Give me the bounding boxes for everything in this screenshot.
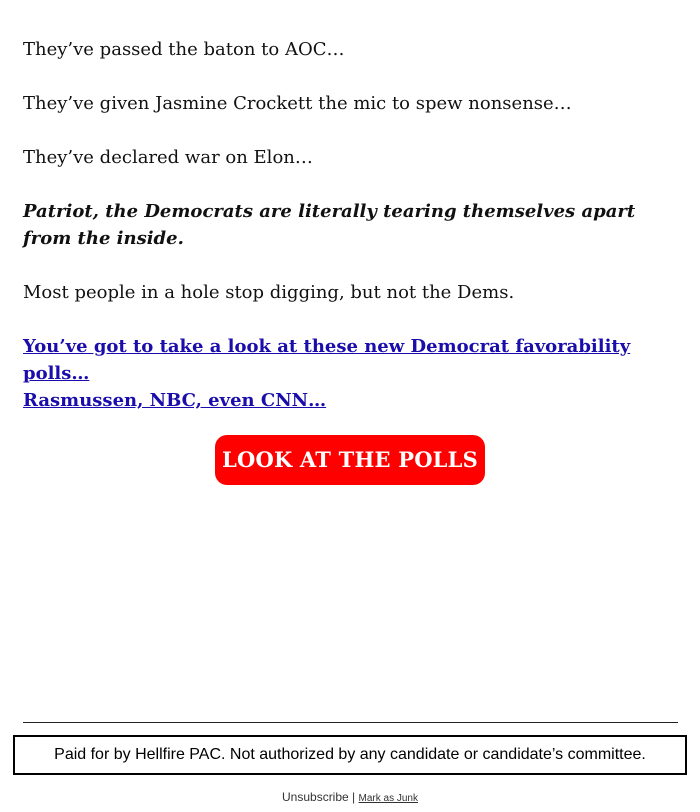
polls-link-line-1[interactable]: You’ve got to take a look at these new Democrat favorability polls…	[23, 336, 631, 384]
unsubscribe-link[interactable]: Unsubscribe	[282, 790, 349, 804]
footer-divider	[23, 722, 678, 723]
mark-as-junk-link[interactable]: Mark as Junk	[358, 793, 418, 804]
paragraph-elon: They’ve declared war on Elon…	[23, 147, 313, 168]
paragraph-aoc: They’ve passed the baton to AOC…	[23, 39, 345, 60]
email-body	[23, 36, 663, 414]
closing-paragraph: Most people in a hole stop digging, but not the Dems.	[23, 282, 515, 303]
cta-container	[0, 435, 700, 485]
polls-link-line-2[interactable]: Rasmussen, NBC, even CNN…	[23, 390, 327, 411]
emphasis-paragraph: Patriot, the Democrats are literally tearing themselves apart from the inside.	[23, 201, 636, 249]
email-footer	[0, 790, 700, 804]
polls-link-block	[23, 333, 663, 414]
footer-separator: |	[352, 790, 356, 804]
paragraph-crockett: They’ve given Jasmine Crockett the mic to spew nonsense…	[23, 93, 572, 114]
look-at-polls-button[interactable]: LOOK AT THE POLLS	[215, 435, 485, 485]
paid-for-disclaimer: Paid for by Hellfire PAC. Not authorized by any candidate or candidate’s committee.	[13, 735, 687, 775]
